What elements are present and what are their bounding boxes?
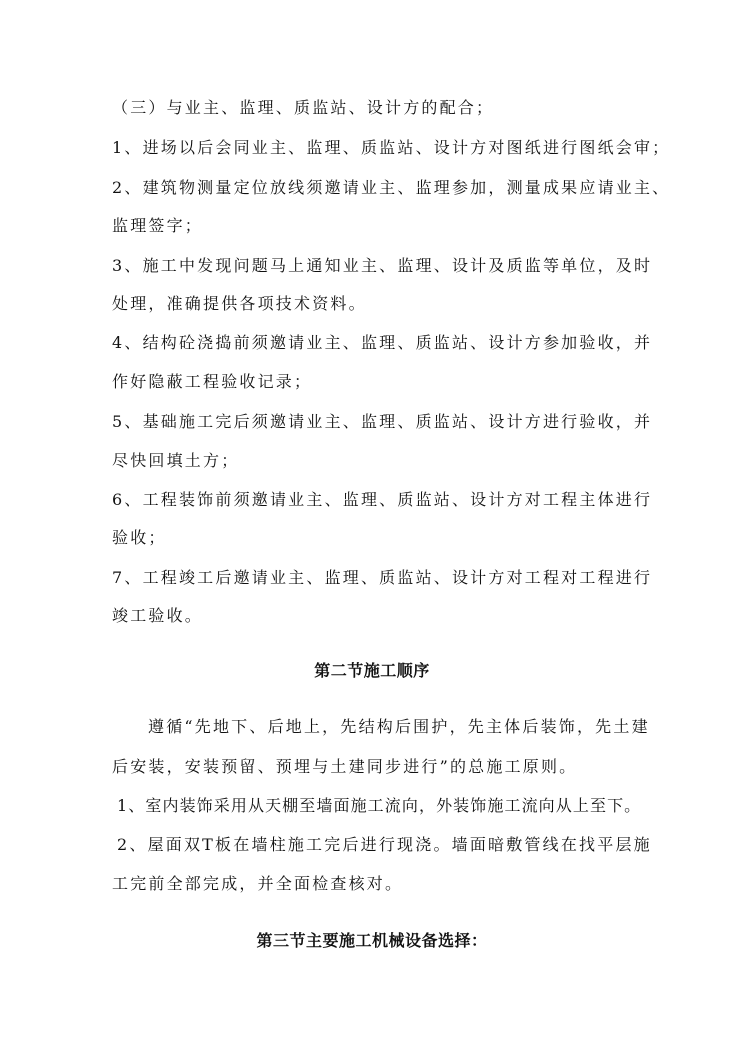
list-item-continuation: 工完前全部完成，并全面检查核对。 bbox=[112, 874, 404, 893]
section-title: （三）与业主、监理、质监站、设计方的配合； bbox=[112, 98, 495, 117]
list-item-continuation: 竣工验收。 bbox=[112, 606, 204, 625]
list-item-continuation: 处理，准确提供各项技术资料。 bbox=[112, 294, 367, 313]
list-item: 6、工程装饰前须邀请业主、监理、质监站、设计方对工程主体进行 bbox=[112, 490, 653, 509]
list-item-continuation: 作好隐蔽工程验收记录； bbox=[112, 372, 313, 391]
list-item: 2、屋面双T板在墙柱施工完后进行现浇。墙面暗敷管线在找平层施 bbox=[117, 835, 652, 854]
list-item: 2、建筑物测量定位放线须邀请业主、监理参加，测量成果应请业主、 bbox=[112, 178, 671, 197]
list-item-continuation: 监理签字； bbox=[112, 216, 204, 235]
list-item-continuation: 验收； bbox=[112, 528, 167, 547]
paragraph-line: 后安装，安装预留、预埋与土建同步进行”的总施工原则。 bbox=[112, 757, 578, 776]
list-item: 4、结构砼浇捣前须邀请业主、监理、质监站、设计方参加验收，并 bbox=[112, 333, 653, 352]
list-item: 7、工程竣工后邀请业主、监理、质监站、设计方对工程对工程进行 bbox=[112, 568, 653, 587]
list-item: 3、施工中发现问题马上通知业主、监理、设计及质监等单位，及时 bbox=[112, 256, 653, 275]
list-item: 1、进场以后会同业主、监理、质监站、设计方对图纸进行图纸会审； bbox=[112, 138, 671, 157]
list-item: 5、基础施工完后须邀请业主、监理、质监站、设计方进行验收，并 bbox=[112, 412, 653, 431]
section-heading-construction-order: 第二节施工顺序 bbox=[314, 661, 430, 680]
paragraph-line: 遵循“先地下、后地上，先结构后围护，先主体后装饰，先土建 bbox=[148, 717, 650, 736]
list-item: 1、室内装饰采用从天棚至墙面施工流向，外装饰施工流向从上至下。 bbox=[117, 796, 642, 815]
section-heading-equipment: 第三节主要施工机械设备选择： bbox=[256, 931, 488, 950]
list-item-continuation: 尽快回填土方； bbox=[112, 451, 240, 470]
